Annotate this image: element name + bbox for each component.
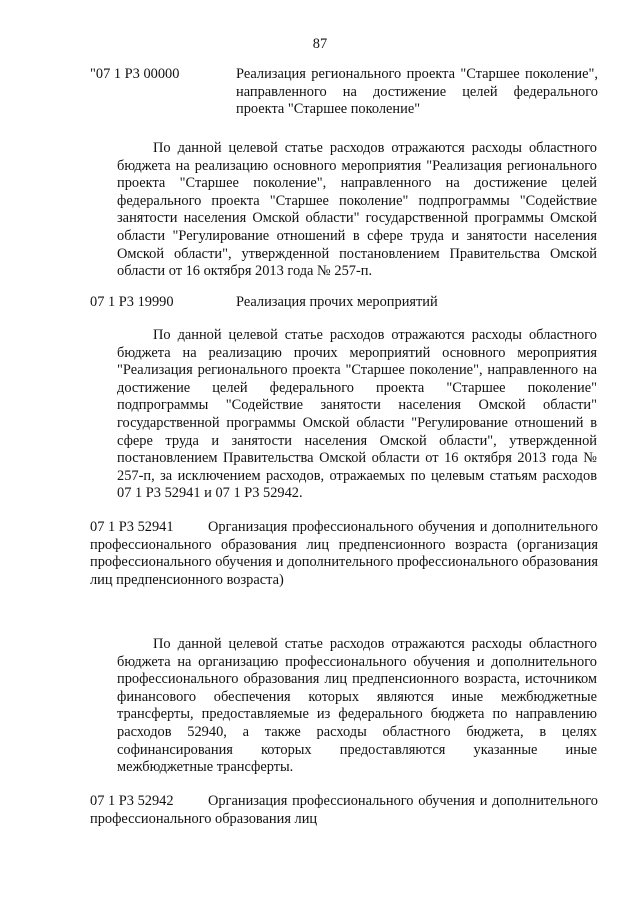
budget-code: 07 1 P3 52942: [90, 793, 174, 809]
budget-code: 07 1 P3 19990: [90, 294, 174, 310]
budget-entry-title: Реализация прочих мероприятий: [236, 294, 438, 310]
paragraph: По данной целевой статье расходов отражаются расходы областного бюджета на реализацию основного мероприятия "Реализация регионального проекта "Старшее поколение", направленного на достижение целей федерального проекта "Старшее поколение" подпрограммы "Содействие занятости населения Омской области" государственной программы Омской области "Регулирование отношений в сфере труда и занятости населения Омской области", утвержденной постановлением Правительства Омской области от 16 октября 2013 года № 257-п.: [117, 140, 597, 280]
budget-entry-title: Реализация регионального проекта "Старшее поколение", направленного на достижение целей федерального проекта "Старшее поколение": [236, 66, 598, 117]
page-number: 87: [312, 36, 328, 52]
budget-code: "07 1 P3 00000: [90, 66, 180, 82]
paragraph: По данной целевой статье расходов отражаются расходы областного бюджета на организацию профессионального обучения и дополнительного профессионального образования лиц предпенсионного возраста, источником финансового обеспечения которых являются иные межбюджетные трансферты, предоставляемые из федерального бюджета по направлению расходов 52940, а также расходы областного бюджета, в целях софинансирования которых предоставляются указанные иные межбюджетные трансферты.: [117, 636, 597, 776]
budget-entry-title: Организация профессионального обучения и дополнительного профессионального образования лиц: [90, 793, 598, 827]
paragraph: По данной целевой статье расходов отражаются расходы областного бюджета на реализацию прочих мероприятий основного мероприятия "Реализация регионального проекта "Старшее поколение", направленного на достижение целей федерального проекта "Старшее поколение" подпрограммы "Содействие занятости населения Омской области" государственной программы Омской области "Регулирование отношений в сфере труда и занятости населения Омской области", утвержденной постановлением Правительства Омской области от 16 октября 2013 года № 257-п, за исключением расходов, отражаемых по целевым статьям расходов 07 1 P3 52941 и 07 1 P3 52942.: [117, 327, 597, 502]
budget-code: 07 1 P3 52941: [90, 519, 174, 535]
budget-entry-title: Организация профессионального обучения и дополнительного профессионального образования лиц предпенсионного возраста (организация профессионального обучения и дополнительного профессионального образования лиц предпенсионного возраста): [90, 519, 598, 588]
